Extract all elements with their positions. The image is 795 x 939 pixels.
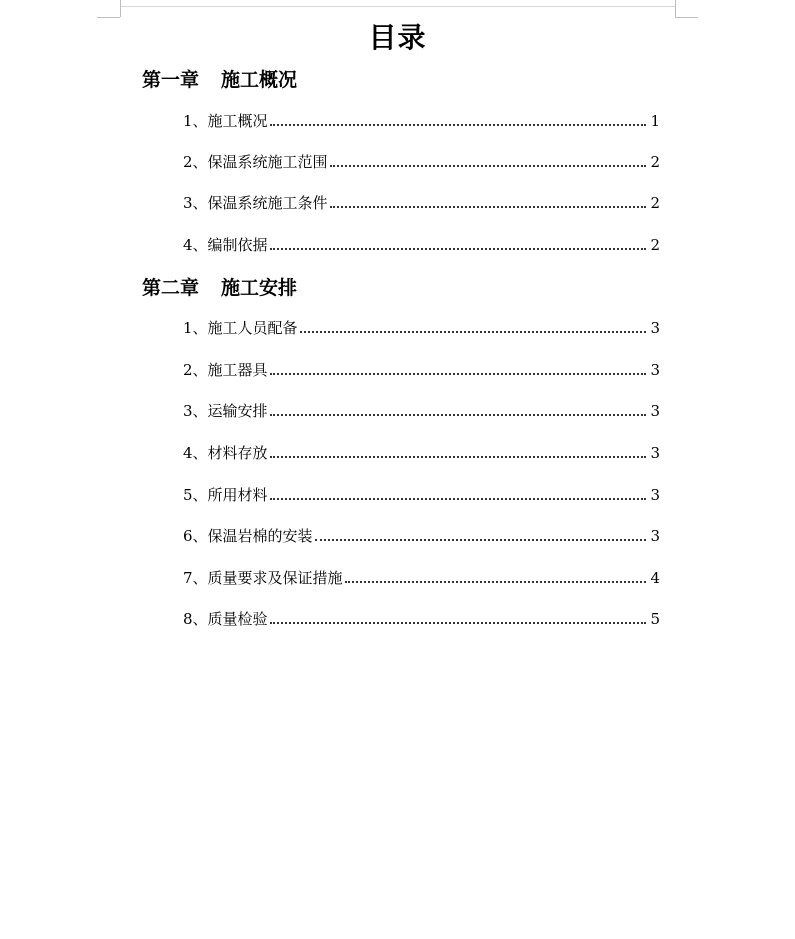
crop-mark-top-left-vertical — [120, 0, 121, 17]
dot-leader — [270, 622, 646, 624]
toc-entry-page: 3 — [650, 486, 660, 504]
dot-leader — [270, 373, 646, 375]
dot-leader — [270, 456, 646, 458]
dot-leader — [270, 124, 646, 126]
toc-entry-label: 8、质量检验 — [183, 610, 268, 628]
toc-entry-label: 1、施工人员配备 — [183, 319, 298, 337]
toc-entry[interactable] — [183, 234, 660, 256]
dot-leader — [270, 248, 646, 250]
toc-entry-label: 1、施工概况 — [183, 112, 268, 130]
toc-entry-label: 3、保温系统施工条件 — [183, 194, 328, 212]
chapter-heading-1[interactable] — [142, 67, 297, 93]
toc-entry-label: 7、质量要求及保证措施 — [183, 569, 343, 587]
chapter-number: 第一章 — [142, 69, 200, 91]
toc-entry-label: 2、施工器具 — [183, 361, 268, 379]
toc-entry-label: 3、运输安排 — [183, 402, 268, 420]
toc-entry-label: 2、保温系统施工范围 — [183, 153, 328, 171]
toc-entry-page: 5 — [650, 610, 660, 628]
dot-leader — [330, 165, 646, 167]
toc-entry-page: 3 — [650, 361, 660, 379]
dot-leader — [345, 581, 646, 583]
toc-entry[interactable] — [183, 151, 660, 173]
toc-entry[interactable] — [183, 525, 660, 547]
toc-entry-page: 1 — [650, 112, 660, 130]
toc-entry-page: 3 — [650, 402, 660, 420]
toc-entry-page: 4 — [650, 569, 660, 587]
toc-entry[interactable] — [183, 192, 660, 214]
toc-entry-label: 4、编制依据 — [183, 236, 268, 254]
toc-entry-label: 5、所用材料 — [183, 486, 268, 504]
toc-entry[interactable] — [183, 359, 660, 381]
toc-entry-page: 3 — [650, 319, 660, 337]
toc-title: 目录 — [368, 21, 427, 54]
chapter-name: 施工概况 — [221, 69, 298, 91]
chapter-name: 施工安排 — [221, 277, 298, 299]
dot-leader — [270, 498, 646, 500]
toc-entry[interactable] — [183, 400, 660, 422]
page-top-edge — [120, 6, 675, 7]
toc-entry[interactable] — [183, 442, 660, 464]
toc-entry-page: 2 — [650, 194, 660, 212]
chapter-heading-2[interactable] — [142, 275, 297, 301]
toc-entry-page: 3 — [650, 444, 660, 462]
toc-entry[interactable] — [183, 567, 660, 589]
dot-leader — [315, 539, 646, 541]
toc-entry[interactable] — [183, 608, 660, 630]
toc-entry-label: 6、保温岩棉的安装 — [183, 527, 313, 545]
toc-entry[interactable] — [183, 484, 660, 506]
toc-entry[interactable] — [183, 110, 660, 132]
chapter-number: 第二章 — [142, 277, 200, 299]
crop-mark-top-right-vertical — [675, 0, 676, 17]
toc-entry[interactable] — [183, 317, 660, 339]
dot-leader — [300, 331, 646, 333]
toc-entry-page: 3 — [650, 527, 660, 545]
dot-leader — [270, 414, 646, 416]
toc-entry-label: 4、材料存放 — [183, 444, 268, 462]
dot-leader — [330, 206, 646, 208]
toc-entry-page: 2 — [650, 153, 660, 171]
toc-entry-page: 2 — [650, 236, 660, 254]
